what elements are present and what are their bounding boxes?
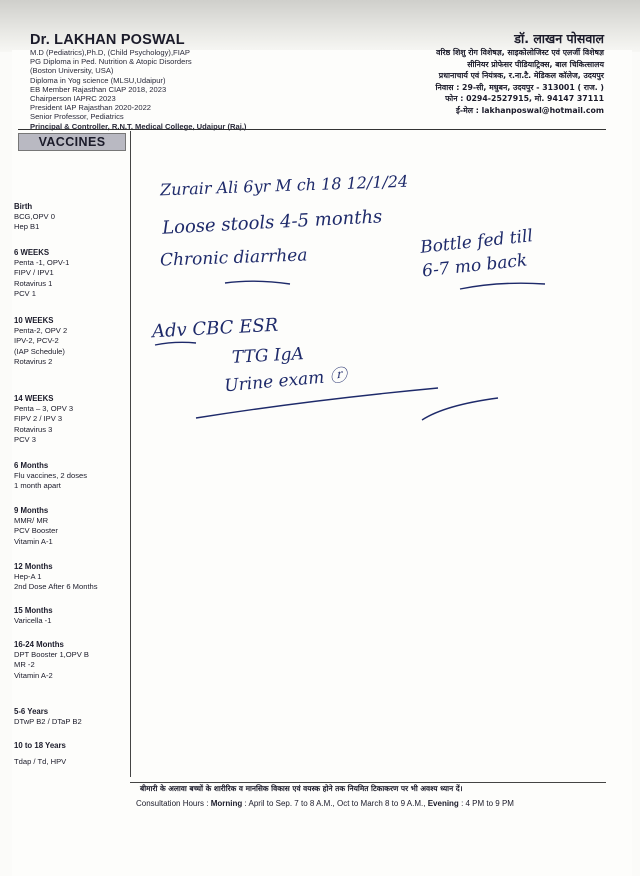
vaccine-group-title: 5-6 Years <box>14 707 49 716</box>
vaccine-item: Penta -1, OPV-1 <box>14 258 70 268</box>
credential-line: PG Diploma in Ped. Nutrition & Atopic Disorders <box>30 57 192 67</box>
vaccine-item: Tdap / Td, HPV <box>14 757 67 767</box>
history-line: 6-7 mo back <box>421 250 529 282</box>
credential-line: Senior Professor, Pediatrics <box>30 112 124 122</box>
vaccine-item: PCV 1 <box>14 288 36 298</box>
vaccine-group-title: 16-24 Months <box>14 640 64 649</box>
vaccines-heading: VACCINES <box>18 133 126 151</box>
vaccine-group-title: 10 to 18 Years <box>14 741 66 750</box>
consultation-hours <box>136 799 596 808</box>
vaccine-item: BCG,OPV 0 <box>14 212 55 222</box>
hindi-line: सीनियर प्रोफेसर पीडियाट्रिक्स, बाल चिकित्सालय <box>467 59 604 69</box>
credential-line: President IAP Rajasthan 2020-2022 <box>30 103 152 113</box>
hindi-line: प्रधानाचार्य एवं नियंत्रक, र.ना.टै. मेडिकल कॉलेज, उदयपुर <box>438 71 604 80</box>
advice-line: Adv CBC ESR <box>151 314 279 343</box>
diagnosis-line: Chronic diarrhea <box>159 245 308 271</box>
vaccine-group-title: 6 WEEKS <box>14 248 50 257</box>
header-divider <box>18 129 606 130</box>
vaccine-group <box>14 707 114 727</box>
vaccine-item: Rotavirus 3 <box>14 424 53 434</box>
vaccine-group-title: 15 Months <box>14 606 53 615</box>
credential-line: EB Member Rajasthan CIAP 2018, 2023 <box>30 84 167 94</box>
vaccine-group <box>14 248 114 299</box>
footer-note-hindi: बीमारी के अलावा बच्चों के शारीरिक व मानसिक विकास एवं वयस्क होने तक नियमित टिकाकरण पर भी अवश्य ध्यान दें। <box>140 784 463 793</box>
doctor-position: Principal & Controller, R.N.T. Medical College, Udaipur (Raj.) <box>30 121 247 131</box>
vaccine-group-title: 14 WEEKS <box>14 394 54 403</box>
morning-hours: : April to Sep. 7 to 8 A.M., Oct to March 8 to 9 A.M., <box>244 799 426 808</box>
vaccine-item: Penta – 3, OPV 3 <box>14 404 74 414</box>
vaccine-item: Vitamin A-2 <box>14 670 53 680</box>
morning-label: Morning <box>210 799 243 808</box>
hindi-email: ई-मेल : lakhanposwal@hotmail.com <box>456 105 604 115</box>
vaccine-group-title: 10 WEEKS <box>14 316 54 325</box>
vaccine-group <box>14 606 114 626</box>
vaccine-item: Rotavirus 1 <box>14 278 53 288</box>
doctor-header-hindi <box>354 30 604 116</box>
vaccine-group-title: 12 Months <box>14 562 53 571</box>
vaccine-item: Flu vaccines, 2 doses <box>14 471 88 481</box>
vaccine-item: PCV 3 <box>14 434 36 444</box>
vaccine-item: 2nd Dose After 6 Months <box>14 582 98 592</box>
doctor-name-hindi: डॉ. लाखन पोसवाल <box>514 31 604 46</box>
vaccine-item: Rotavirus 2 <box>14 356 53 366</box>
vaccine-group <box>14 506 114 547</box>
vaccine-item: FIPV / IPV1 <box>14 268 54 278</box>
vaccine-item: MR -2 <box>14 660 35 670</box>
vaccine-item: (IAP Schedule) <box>14 346 65 356</box>
vaccine-group-title: 9 Months <box>14 506 49 515</box>
vaccine-group <box>14 741 114 767</box>
credential-line: Chairperson IAPRC 2023 <box>30 94 116 104</box>
vaccine-item: PCV Booster <box>14 526 58 536</box>
vaccine-item: 1 month apart <box>14 481 61 491</box>
advice-line: TTG IgA <box>231 344 305 368</box>
vaccine-group <box>14 461 114 492</box>
vaccine-item: MMR/ MR <box>14 516 49 526</box>
credential-line: (Boston University, USA) <box>30 66 114 76</box>
vaccine-item: Hep-A 1 <box>14 572 42 582</box>
vaccine-group-title: 6 Months <box>14 461 49 470</box>
evening-hours: : 4 PM to 9 PM <box>461 799 514 808</box>
vaccine-item: DPT Booster 1,OPV B <box>14 650 89 660</box>
vaccine-item: Hep B1 <box>14 222 40 232</box>
evening-label: Evening <box>427 799 459 808</box>
vaccine-item: FIPV 2 / IPV 3 <box>14 414 63 424</box>
hindi-line: वरिष्ठ शिशु रोग विशेषज्ञ, साइकोलोजिस्ट एवं एलर्जी विशेषज्ञ <box>436 48 604 57</box>
hindi-phone: फोन : 0294-2527915, मो. 94147 37111 <box>445 94 604 103</box>
vaccine-group <box>14 316 114 367</box>
vaccine-item: DTwP B2 / DTaP B2 <box>14 717 82 727</box>
doctor-name: Dr. LAKHAN POSWAL <box>30 32 185 48</box>
history-line: Bottle fed till <box>419 226 534 258</box>
vaccine-item: Penta-2, OPV 2 <box>14 326 68 336</box>
vaccine-group <box>14 640 114 681</box>
vaccine-item: Varicella -1 <box>14 616 52 626</box>
hindi-address: निवास : 29-सी, मधुबन, उदयपुर - 313001 ( राज. ) <box>435 82 604 92</box>
complaint-line: Loose stools 4-5 months <box>161 206 383 239</box>
patient-line: Zurair Ali 6yr M ch 18 12/1/24 <box>159 171 409 200</box>
consultation-label: Consultation Hours : <box>136 799 209 808</box>
credential-line: Diploma in Yog science (MLSU,Udaipur) <box>30 75 166 85</box>
advice-line: Urine exam ⓡ <box>223 365 348 397</box>
doctor-header-english <box>30 32 310 131</box>
vaccine-item: Vitamin A-1 <box>14 536 53 546</box>
vaccine-group <box>14 562 114 593</box>
vaccine-group <box>14 202 114 233</box>
footer-divider <box>130 782 606 783</box>
vaccine-item: IPV-2, PCV-2 <box>14 336 59 346</box>
credential-line: M.D (Pediatrics),Ph.D, (Child Psychology),FIAP <box>30 48 190 57</box>
vaccine-group-title: Birth <box>14 202 33 211</box>
vaccine-group <box>14 394 114 445</box>
